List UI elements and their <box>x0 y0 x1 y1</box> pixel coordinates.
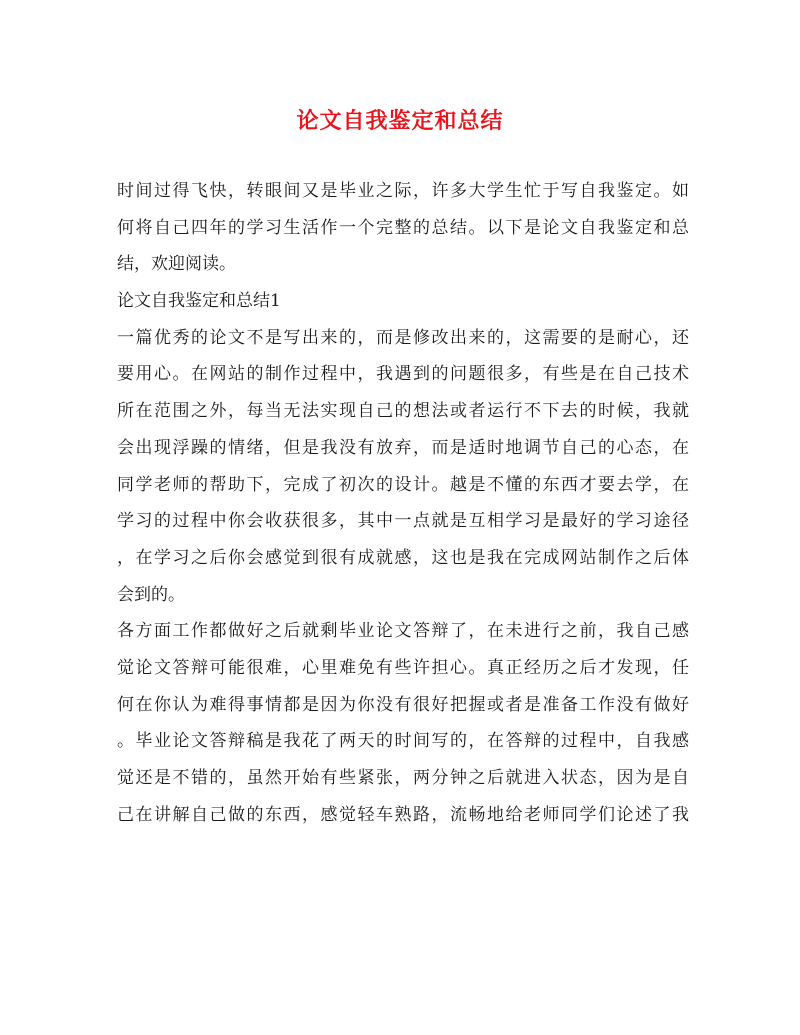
body-line: 所在范围之外，每当无法实现自己的想法或者运行不下去的时候，我就 <box>117 401 689 422</box>
body-line: 要用心。在网站的制作过程中，我遇到的问题很多，有些是在自己技术 <box>117 364 689 385</box>
body-line: 。毕业论文答辩稿是我花了两天的时间写的，在答辩的过程中，自我感 <box>117 731 689 752</box>
body-line: 觉还是不错的，虽然开始有些紧张，两分钟之后就进入状态，因为是自 <box>117 768 689 788</box>
body-line: 何在你认为难得事情都是因为你没有很好把握或者是准备工作没有做好 <box>117 694 689 715</box>
body-line: 各方面工作都做好之后就剩毕业论文答辩了，在未进行之前，我自己感 <box>117 621 689 642</box>
body-line: 会到的。 <box>117 584 185 605</box>
section-heading: 论文自我鉴定和总结1 <box>117 291 281 312</box>
body-line: 觉论文答辩可能很难，心里难免有些许担心。真正经历之后才发现，任 <box>117 657 689 678</box>
document-body <box>117 173 689 833</box>
document-title: 论文自我鉴定和总结 <box>296 108 504 134</box>
body-line: 同学老师的帮助下，完成了初次的设计。越是不懂的东西才要去学，在 <box>117 474 689 495</box>
body-line: ，在学习之后你会感觉到很有成就感，这也是我在完成网站制作之后体 <box>117 547 689 568</box>
body-line: 时间过得飞快，转眼间又是毕业之际，许多大学生忙于写自我鉴定。如 <box>117 181 689 201</box>
body-line: 学习的过程中你会收获很多，其中一点就是互相学习是最好的学习途径 <box>117 511 689 532</box>
body-line: 会出现浮躁的情绪，但是我没有放弃，而是适时地调节自己的心态，在 <box>117 437 689 458</box>
body-line: 何将自己四年的学习生活作一个完整的总结。以下是论文自我鉴定和总 <box>117 217 689 238</box>
body-line: 一篇优秀的论文不是写出来的，而是修改出来的，这需要的是耐心，还 <box>117 327 689 348</box>
body-line: 结，欢迎阅读。 <box>117 254 236 275</box>
body-line: 己在讲解自己做的东西，感觉轻车熟路，流畅地给老师同学们论述了我 <box>117 804 689 825</box>
